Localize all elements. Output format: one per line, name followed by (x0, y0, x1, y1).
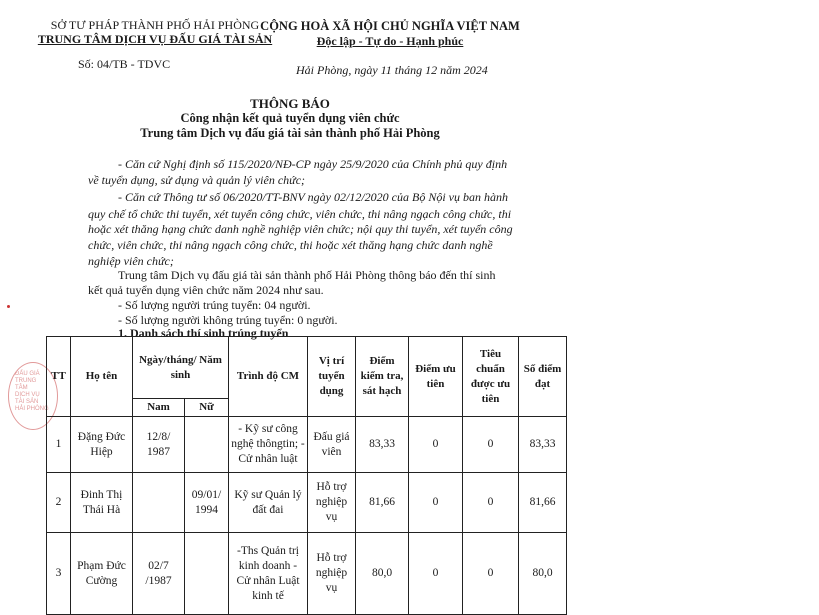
failed-count: - Số lượng người không trúng tuyển: 0 người. (118, 313, 338, 327)
notice-title-line1: Công nhận kết quả tuyển dụng viên chức (180, 111, 400, 125)
cell-priority: 0 (409, 417, 463, 473)
cell-degree: -Ths Quản trị kinh doanh - Cử nhân Luật kinh tế (229, 533, 308, 615)
notice-kind: THÔNG BÁO (250, 96, 330, 111)
cell-priority: 0 (409, 473, 463, 533)
cell-total: 80,0 (519, 533, 567, 615)
col-priority: Điểm ưu tiên (409, 337, 463, 417)
col-dob: Ngày/tháng/ Năm sinh (133, 337, 229, 399)
cell-score: 81,66 (356, 473, 409, 533)
basis1-line1: - Căn cứ Nghị định số 115/2020/NĐ-CP ngày 25/9/2020 của Chính phủ quy định (118, 157, 508, 171)
passed-count: - Số lượng người trúng tuyển: 04 người. (118, 298, 311, 312)
cell-male: 12/8/ 1987 (133, 417, 185, 473)
table-row (47, 417, 567, 473)
cell-female (185, 533, 229, 615)
cell-name: Đặng Đức Hiệp (71, 417, 133, 473)
basis1-line2: về tuyển dụng, sử dụng và quản lý viên chức; (88, 173, 306, 187)
org-parent: SỞ TƯ PHÁP THÀNH PHỐ HẢI PHÒNG (50, 18, 260, 32)
cell-name: Đinh Thị Thái Hà (71, 473, 133, 533)
basis2-line2: quy chế tổ chức thi tuyển, xét tuyển công chức, viên chức, thi nâng ngạch công chức, thi (88, 207, 512, 221)
cell-female (185, 417, 229, 473)
basis2-line4: chức, viên chức, thi nâng ngạch công chức, thi hoặc xét thăng hạng chức danh nghề (88, 238, 493, 252)
cell-male: 02/7 /1987 (133, 533, 185, 615)
cell-priority: 0 (409, 533, 463, 615)
cell-tt: 3 (47, 533, 71, 615)
col-degree: Trình độ CM (229, 337, 308, 417)
seal-text-4: DỊCH VỤ (15, 392, 40, 398)
cell-priority-std: 0 (463, 473, 519, 533)
col-name: Họ tên (71, 337, 133, 417)
seal-text-3: TÂM (15, 385, 28, 391)
col-male: Nam (133, 399, 185, 417)
cell-degree: - Kỹ sư công nghệ thôngtin; - Cử nhân luật (229, 417, 308, 473)
doc-number: Số: 04/TB - TDVC (78, 57, 171, 71)
notice-title-line2: Trung tâm Dịch vụ đấu giá tài sản thành phố Hải Phòng (140, 126, 440, 140)
basis2-line5: nghiệp viên chức; (88, 254, 174, 268)
cell-position: Đấu giá viên (308, 417, 356, 473)
announce-line1: Trung tâm Dịch vụ đấu giá tài sản thành phố Hải Phòng thông báo đến thí sinh (118, 268, 496, 282)
cell-tt: 2 (47, 473, 71, 533)
col-female: Nữ (185, 399, 229, 417)
seal-text-2: TRUNG (15, 378, 37, 384)
cell-score: 83,33 (356, 417, 409, 473)
col-priority-std: Tiêu chuẩn được ưu tiên (463, 337, 519, 417)
nation-title: CỘNG HOÀ XÃ HỘI CHỦ NGHĨA VIỆT NAM (260, 19, 520, 33)
cell-position: Hỗ trợ nghiệp vụ (308, 533, 356, 615)
cell-degree: Kỹ sư Quản lý đất đai (229, 473, 308, 533)
cell-position: Hỗ trợ nghiệp vụ (308, 473, 356, 533)
cell-score: 80,0 (356, 533, 409, 615)
cell-total: 81,66 (519, 473, 567, 533)
red-mark (7, 305, 10, 308)
col-position: Vị trí tuyển dụng (308, 337, 356, 417)
cell-name: Phạm Đức Cường (71, 533, 133, 615)
announce-line2: kết quả tuyển dụng viên chức năm 2024 như sau. (88, 283, 324, 297)
table-row (47, 533, 567, 615)
table-row (47, 473, 567, 533)
cell-tt: 1 (47, 417, 71, 473)
cell-priority-std: 0 (463, 417, 519, 473)
seal-text-6: HẢI PHÒNG (15, 406, 49, 412)
col-tt: TT (47, 337, 71, 417)
seal-text-1: ĐẤU GIÁ (15, 371, 40, 377)
section-1-heading: 1. Danh sách thí sinh trúng tuyển (118, 326, 289, 340)
motto: Độc lập - Tự do - Hạnh phúc (316, 34, 464, 48)
place-date: Hải Phòng, ngày 11 tháng 12 năm 2024 (296, 63, 488, 77)
basis2-line3: hoặc xét thăng hạng chức danh nghề nghiệp viên chức; nội quy thi tuyển, xét tuyển công (88, 222, 513, 236)
cell-male (133, 473, 185, 533)
results-table (46, 336, 567, 615)
basis2-line1: - Căn cứ Thông tư số 06/2020/TT-BNV ngày 02/12/2020 của Bộ Nội vụ ban hành (118, 190, 508, 204)
col-total: Số điểm đạt (519, 337, 567, 417)
cell-total: 83,33 (519, 417, 567, 473)
table-header-row (47, 337, 567, 399)
cell-priority-std: 0 (463, 533, 519, 615)
col-score: Điểm kiểm tra, sát hạch (356, 337, 409, 417)
cell-female: 09/01/ 1994 (185, 473, 229, 533)
org-name: TRUNG TÂM DỊCH VỤ ĐẤU GIÁ TÀI SẢN (37, 32, 273, 46)
seal-text-5: TÀI SẢN (15, 399, 39, 405)
